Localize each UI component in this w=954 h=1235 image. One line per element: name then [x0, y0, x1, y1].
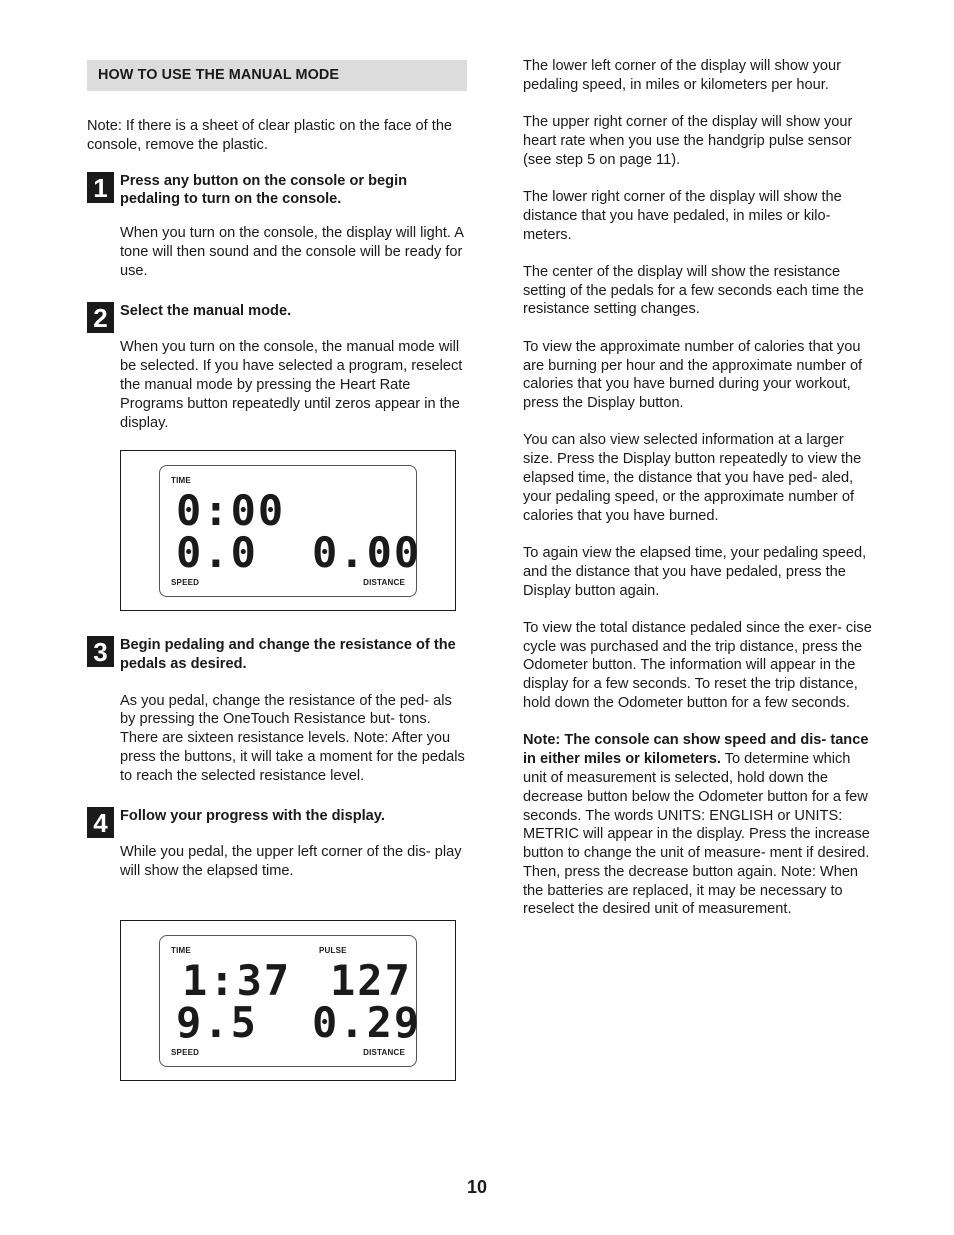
- lcd-screen: [159, 935, 422, 1067]
- time-label: TIME: [171, 476, 191, 485]
- pulse-readout: 127: [330, 956, 412, 1005]
- intro-note: Note: If there is a sheet of clear plastic on the face of the console, remove the plastic.: [87, 118, 453, 153]
- speed-label: SPEED: [171, 578, 200, 587]
- step-1: [87, 172, 467, 281]
- paragraph: To again view the elapsed time, your pedaling speed, and the distance that you have pedaled, press the Display button again.: [523, 544, 867, 599]
- section-title: HOW TO USE THE MANUAL MODE: [87, 60, 467, 91]
- speed-readout: 0.0: [176, 528, 258, 577]
- step-3: [87, 636, 467, 786]
- speed-label: SPEED: [171, 1048, 200, 1057]
- distance-readout: 0.00: [312, 528, 422, 577]
- right-column: [523, 57, 873, 919]
- left-column: [87, 60, 467, 432]
- step-body: As you pedal, change the resistance of the ped- als by pressing the OneTouch Resistance but- tons. There are sixteen resistance levels. Note: After you press the buttons, it will take a moment for the pedals to reach the selected resistance level.: [120, 692, 465, 784]
- step-2: [87, 302, 467, 433]
- console-display-illustration-2: [120, 920, 456, 1081]
- console-display-illustration-1: [120, 450, 456, 611]
- distance-readout: 0.29: [312, 998, 422, 1047]
- units-note-bold: Note: The console can show speed and dis- tance in either miles or kilometers.: [523, 732, 869, 768]
- units-note: [523, 731, 873, 919]
- step-number-badge: 2: [87, 302, 114, 333]
- step-number-badge: 3: [87, 636, 114, 667]
- step-number-badge: 4: [87, 807, 114, 838]
- distance-label: DISTANCE: [363, 1048, 405, 1057]
- step-title: Begin pedaling and change the resistance of the pedals as desired.: [120, 637, 456, 672]
- paragraph: You can also view selected information at a larger size. Press the Display button repeatedly to view the elapsed time, the distance that you have ped- aled, your pedaling speed, or the approximate number of calories that you have burned.: [523, 432, 862, 524]
- step-body: When you turn on the console, the manual mode will be selected. If you have selected a program, reselect the manual mode by pressing the Heart Rate Programs button repeatedly until zeros appear in the display.: [120, 339, 463, 431]
- step-title: Press any button on the console or begin pedaling to turn on the console.: [120, 172, 408, 208]
- paragraph: The upper right corner of the display will show your heart rate when you use the handgrip pulse sensor (see step 5 on page 11).: [523, 114, 853, 168]
- step-4: [87, 807, 467, 881]
- pulse-label: PULSE: [319, 946, 347, 955]
- lcd-screen: [159, 465, 422, 597]
- paragraph: The center of the display will show the resistance setting of the pedals for a few seconds each time the resistance setting changes.: [523, 263, 864, 318]
- paragraph: To view the approximate number of calories that you are burning per hour and the approximate number of calories that you have burned during your workout, press the Display button.: [523, 338, 863, 412]
- distance-label: DISTANCE: [363, 578, 405, 587]
- step-title: Follow your progress with the display.: [120, 807, 385, 824]
- page-number: 10: [466, 1177, 488, 1197]
- units-note-text: To determine which unit of measurement is selected, hold down the decrease button below the Odometer button for a few seconds. The words UNITS: ENGLISH or UNITS: METRIC will appear in the display. Press the increase button to change the unit of measure- ment if desired. Then, press the decrease button again. Note: When the batteries are replaced, it may be necessary to reselect the desired unit of measurement.: [523, 751, 870, 918]
- step-body: When you turn on the console, the display will light. A tone will then sound and the console will be ready for use.: [120, 225, 464, 279]
- time-readout: 1:37: [182, 956, 292, 1005]
- step-title: Select the manual mode.: [120, 302, 292, 319]
- step-body: While you pedal, the upper left corner of the dis- play will show the elapsed time.: [120, 844, 462, 880]
- speed-readout: 9.5: [176, 998, 258, 1047]
- left-column-lower: [87, 636, 467, 881]
- paragraph: The lower right corner of the display will show the distance that you have pedaled, in miles or kilo- meters.: [523, 188, 842, 243]
- paragraph: The lower left corner of the display will show your pedaling speed, in miles or kilometers per hour.: [523, 58, 841, 93]
- time-label: TIME: [171, 946, 191, 955]
- step-number-badge: 1: [87, 172, 114, 203]
- time-readout: 0:00: [176, 486, 286, 535]
- paragraph: To view the total distance pedaled since the exer- cise cycle was purchased and the trip distance, press the Odometer button. The information will appear in the display for a few seconds. To reset the trip distance, hold down the Odometer button for a few seconds.: [523, 619, 872, 712]
